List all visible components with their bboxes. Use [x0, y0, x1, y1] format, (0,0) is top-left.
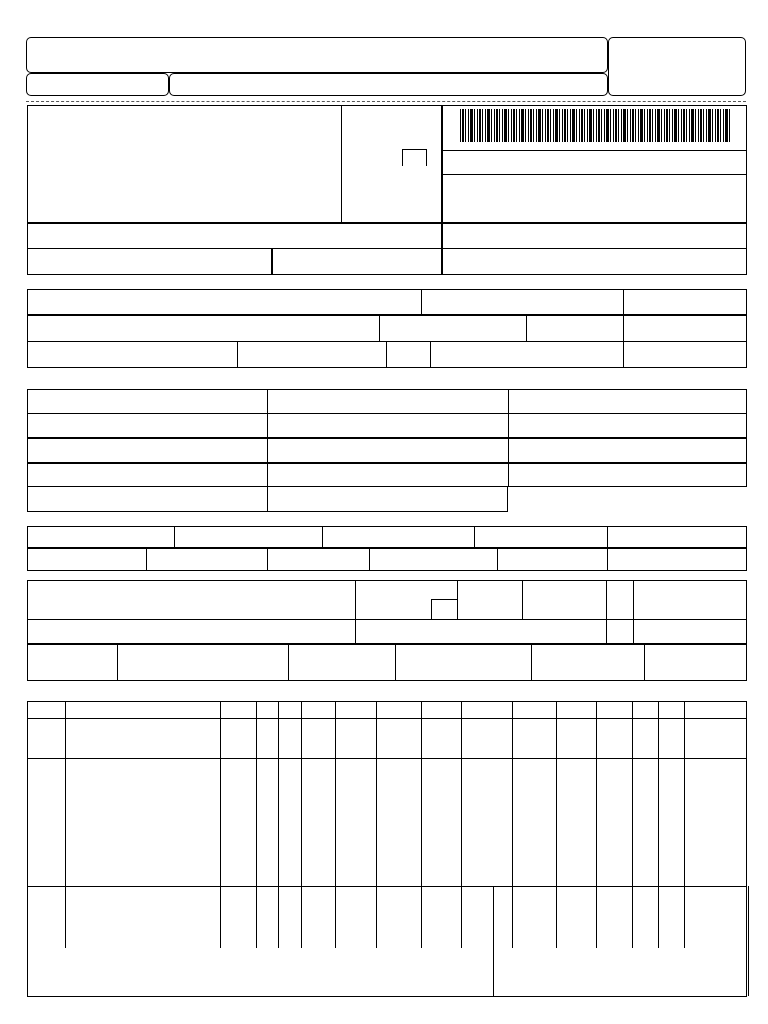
details-line-2 — [27, 437, 747, 439]
barcode-row-line-2 — [441, 174, 747, 175]
summary-r1-d4 — [607, 526, 608, 571]
issuer-bottom-line — [27, 222, 747, 224]
summary-r1-d3 — [474, 526, 475, 547]
items-col-11 — [556, 701, 557, 948]
summary-line — [27, 547, 747, 549]
issuer-row-divider — [271, 248, 273, 275]
transport-section — [27, 580, 747, 681]
recipient-section — [27, 289, 747, 368]
recipient-r3-d1 — [237, 341, 238, 368]
barcode-image — [460, 109, 730, 142]
transport-r1-d2 — [457, 580, 458, 619]
items-col-14 — [658, 701, 659, 948]
items-left-border — [27, 701, 28, 997]
recipient-r1-d1 — [421, 289, 422, 314]
items-row-line-2 — [27, 886, 747, 887]
items-bottom-line — [27, 996, 747, 997]
transport-line-2 — [27, 643, 747, 645]
items-col-1 — [65, 701, 66, 948]
items-col-12 — [596, 701, 597, 948]
summary-r2-d1 — [146, 547, 147, 571]
transport-r1-d4 — [606, 580, 607, 643]
recipient-r3-d3 — [430, 341, 431, 368]
recipient-line-1 — [27, 314, 747, 316]
recipient-r1-d2 — [623, 289, 624, 368]
items-col-7 — [376, 701, 377, 948]
issuer-divider-1 — [341, 105, 342, 223]
items-col-9 — [461, 701, 462, 948]
items-col-15 — [684, 701, 685, 948]
items-col-5 — [301, 701, 302, 948]
summary-r1-d2 — [322, 526, 323, 547]
doc-type-checkbox[interactable] — [402, 149, 427, 166]
header-title-field — [26, 37, 608, 73]
transport-line-1 — [27, 619, 747, 620]
transport-r3-d2 — [288, 643, 289, 681]
summary-r2-d2 — [267, 547, 268, 571]
header-signature-field — [169, 73, 608, 96]
transport-r3-d3 — [395, 643, 396, 681]
transport-r1-d5 — [633, 580, 634, 643]
cut-line — [26, 101, 746, 102]
items-top-line — [27, 701, 747, 702]
transport-r3-d1 — [117, 643, 118, 681]
items-col-8 — [421, 701, 422, 948]
recipient-r2-d2 — [526, 314, 527, 341]
issuer-divider-2 — [441, 105, 443, 275]
items-col-13 — [632, 701, 633, 948]
items-col-4 — [278, 701, 279, 948]
details-col-1 — [267, 389, 268, 512]
details-line-1 — [27, 413, 747, 414]
header-number-box — [608, 37, 746, 96]
transport-r1-d1 — [355, 580, 356, 643]
summary-r2-d3 — [369, 547, 370, 571]
items-header-line — [27, 718, 747, 719]
recipient-r3-d2 — [386, 341, 387, 368]
details-line-3 — [27, 462, 747, 464]
footer-right-border — [748, 886, 749, 996]
transport-r1-d3 — [522, 580, 523, 619]
items-row-line-1 — [27, 758, 747, 759]
header-receipt-date-field — [26, 73, 169, 96]
items-right-border — [746, 701, 747, 997]
recipient-r2-d1 — [379, 314, 380, 341]
barcode-row-line-1 — [441, 150, 747, 151]
items-col-6 — [335, 701, 336, 948]
transport-r3-d4 — [531, 643, 532, 681]
transport-r3-d5 — [644, 643, 645, 681]
details-col-2 — [508, 389, 509, 487]
issuer-row-line — [27, 248, 747, 249]
footer-divider — [493, 886, 494, 996]
summary-r1-d1 — [174, 526, 175, 547]
items-col-3 — [256, 701, 257, 948]
items-col-2 — [220, 701, 221, 948]
items-col-10 — [512, 701, 513, 948]
recipient-line-2 — [27, 341, 747, 342]
summary-r2-d4 — [497, 547, 498, 571]
freight-checkbox[interactable] — [431, 599, 457, 619]
